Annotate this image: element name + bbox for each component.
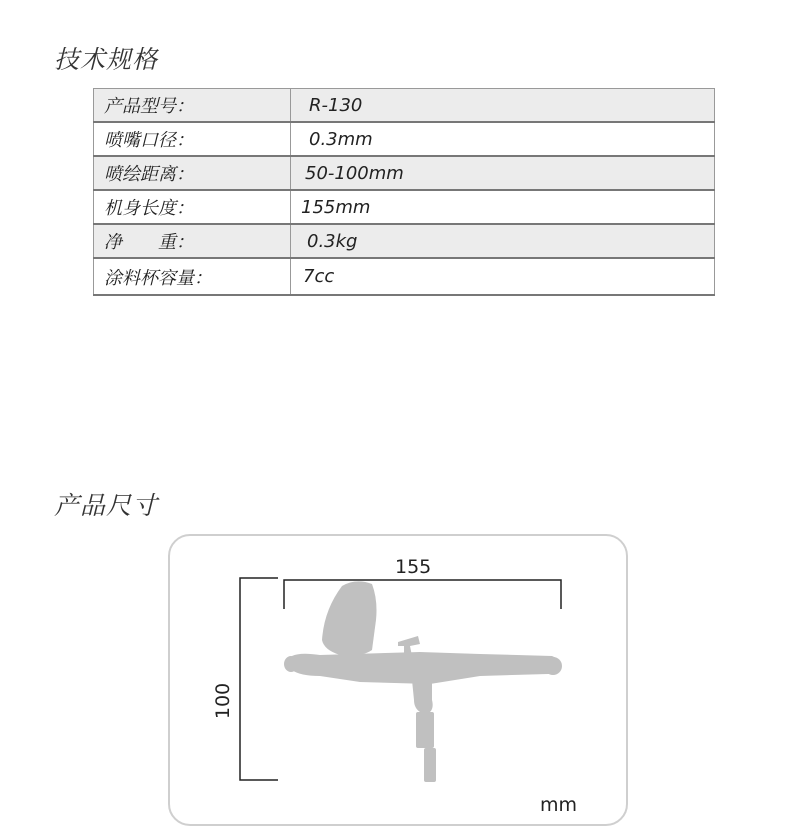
spec-label-nozzle: 喷嘴口径： — [94, 122, 291, 156]
spec-value-length: 155mm — [291, 190, 715, 224]
spec-label-length: 机身长度： — [94, 190, 291, 224]
paint-cup-icon — [322, 581, 377, 655]
spec-value-distance: 50-100mm — [291, 156, 715, 190]
spec-label-weight: 净 重： — [94, 224, 291, 258]
specs-title: 技术规格 — [54, 45, 159, 74]
height-dimension-line — [240, 578, 278, 780]
spec-value-nozzle: 0.3mm — [291, 122, 715, 156]
height-value: 100 — [212, 682, 235, 720]
spec-value-cup: 7cc — [291, 258, 715, 295]
spec-label-cup: 涂料杯容量： — [94, 258, 291, 295]
spec-label-model: 产品型号： — [94, 89, 291, 123]
width-value: 155 — [395, 556, 432, 578]
width-dimension-line — [284, 580, 561, 609]
airbrush-silhouette — [284, 581, 562, 782]
spec-label-distance: 喷绘距离： — [94, 156, 291, 190]
spec-value-model: R-130 — [291, 89, 715, 123]
unit-label: mm — [540, 794, 578, 816]
size-title: 产品尺寸 — [54, 491, 159, 520]
spec-value-weight: 0.3kg — [291, 224, 715, 258]
